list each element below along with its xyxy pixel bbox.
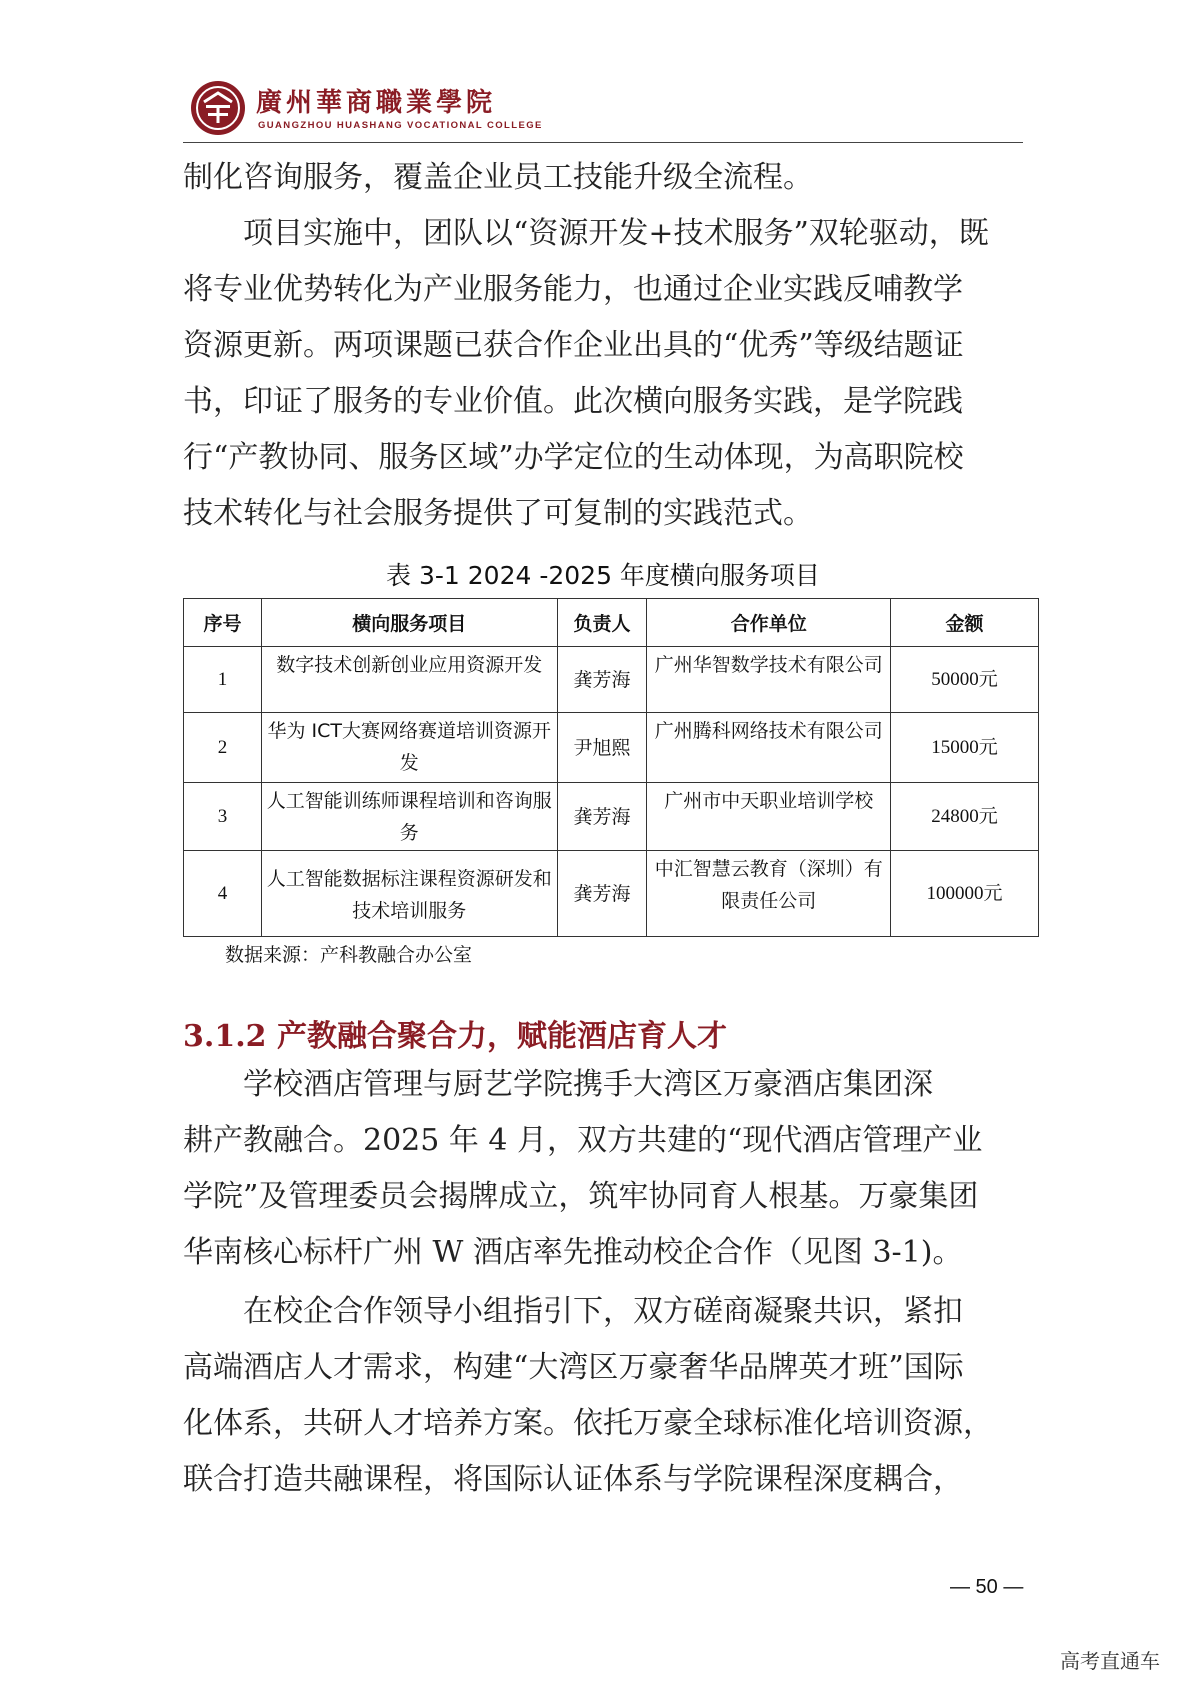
college-seal-icon bbox=[190, 80, 246, 136]
cell-project: 华为 ICT大赛网络赛道培训资源开发 bbox=[261, 713, 557, 783]
cell-amount: 100000元 bbox=[891, 851, 1039, 937]
data-source-note: 数据来源：产科教融合办公室 bbox=[225, 944, 473, 966]
cell-partner: 中汇智慧云教育（深圳）有限责任公司 bbox=[647, 851, 891, 937]
cell-partner: 广州华智数学技术有限公司 bbox=[647, 647, 891, 713]
paragraph-1 bbox=[183, 150, 1023, 206]
paragraph-3 bbox=[183, 1057, 1023, 1281]
table-row bbox=[184, 783, 1039, 851]
cell-amount: 24800元 bbox=[891, 783, 1039, 851]
school-name-cn: 廣州華商職業學院 bbox=[256, 88, 497, 118]
text-line: 华南核心标杆广州 W 酒店率先推动校企合作（见图 3-1)。 bbox=[183, 1235, 963, 1270]
text-line: 高端酒店人才需求，构建“大湾区万豪奢华品牌英才班”国际 bbox=[183, 1350, 964, 1385]
cell-lead: 尹旭熙 bbox=[557, 713, 647, 783]
text-line: 书，印证了服务的专业价值。此次横向服务实践，是学院践 bbox=[183, 384, 963, 419]
text-line: 资源更新。两项课题已获合作企业出具的“优秀”等级结题证 bbox=[183, 328, 964, 363]
header-project: 横向服务项目 bbox=[261, 599, 557, 647]
cell-project: 人工智能数据标注课程资源研发和技术培训服务 bbox=[261, 851, 557, 937]
text-line: 耕产教融合。2025 年 4 月，双方共建的“现代酒店管理产业 bbox=[183, 1123, 983, 1158]
watermark: 高考直通车 bbox=[1060, 1649, 1160, 1673]
table-caption: 表 3-1 2024 -2025 年度横向服务项目 bbox=[386, 561, 820, 590]
text-line: 联合打造共融课程，将国际认证体系与学院课程深度耦合， bbox=[183, 1462, 963, 1497]
table-row bbox=[184, 713, 1039, 783]
school-name-en: GUANGZHOU HUASHANG VOCATIONAL COLLEGE bbox=[258, 120, 543, 131]
paragraph-4 bbox=[183, 1284, 1023, 1508]
text-line: 学院”及管理委员会揭牌成立，筑牢协同育人根基。万豪集团 bbox=[183, 1179, 979, 1214]
service-projects-table bbox=[183, 598, 1039, 937]
cell-project: 数字技术创新创业应用资源开发 bbox=[261, 647, 557, 713]
text-line: 制化咨询服务，覆盖企业员工技能升级全流程。 bbox=[183, 160, 813, 195]
cell-no: 3 bbox=[184, 783, 262, 851]
page-header bbox=[190, 78, 1020, 142]
cell-partner: 广州市中天职业培训学校 bbox=[647, 783, 891, 851]
text-line: 行“产教协同、服务区域”办学定位的生动体现，为高职院校 bbox=[183, 440, 964, 475]
table-row bbox=[184, 851, 1039, 937]
header-no: 序号 bbox=[184, 599, 262, 647]
cell-project: 人工智能训练师课程培训和咨询服务 bbox=[261, 783, 557, 851]
cell-partner: 广州腾科网络技术有限公司 bbox=[647, 713, 891, 783]
header-amount: 金额 bbox=[891, 599, 1039, 647]
table-row bbox=[184, 647, 1039, 713]
section-heading: 3.1.2 产教融合聚合力，赋能酒店育人才 bbox=[183, 1019, 727, 1054]
cell-amount: 50000元 bbox=[891, 647, 1039, 713]
text-line: 在校企合作领导小组指引下，双方磋商凝聚共识，紧扣 bbox=[243, 1294, 963, 1329]
table-header-row bbox=[184, 599, 1039, 647]
text-line: 项目实施中，团队以“资源开发+技术服务”双轮驱动，既 bbox=[243, 216, 989, 251]
paragraph-2 bbox=[183, 206, 1023, 542]
cell-no: 1 bbox=[184, 647, 262, 713]
header-lead: 负责人 bbox=[557, 599, 647, 647]
cell-amount: 15000元 bbox=[891, 713, 1039, 783]
cell-no: 2 bbox=[184, 713, 262, 783]
cell-lead: 龚芳海 bbox=[557, 647, 647, 713]
cell-lead: 龚芳海 bbox=[557, 783, 647, 851]
text-line: 技术转化与社会服务提供了可复制的实践范式。 bbox=[183, 496, 813, 531]
header-partner: 合作单位 bbox=[647, 599, 891, 647]
text-line: 化体系，共研人才培养方案。依托万豪全球标准化培训资源， bbox=[183, 1406, 993, 1441]
header-divider bbox=[183, 142, 1023, 143]
page-number: — 50 — bbox=[950, 1576, 1024, 1598]
cell-lead: 龚芳海 bbox=[557, 851, 647, 937]
text-line: 将专业优势转化为产业服务能力，也通过企业实践反哺教学 bbox=[183, 272, 963, 307]
cell-no: 4 bbox=[184, 851, 262, 937]
text-line: 学校酒店管理与厨艺学院携手大湾区万豪酒店集团深 bbox=[243, 1067, 933, 1102]
